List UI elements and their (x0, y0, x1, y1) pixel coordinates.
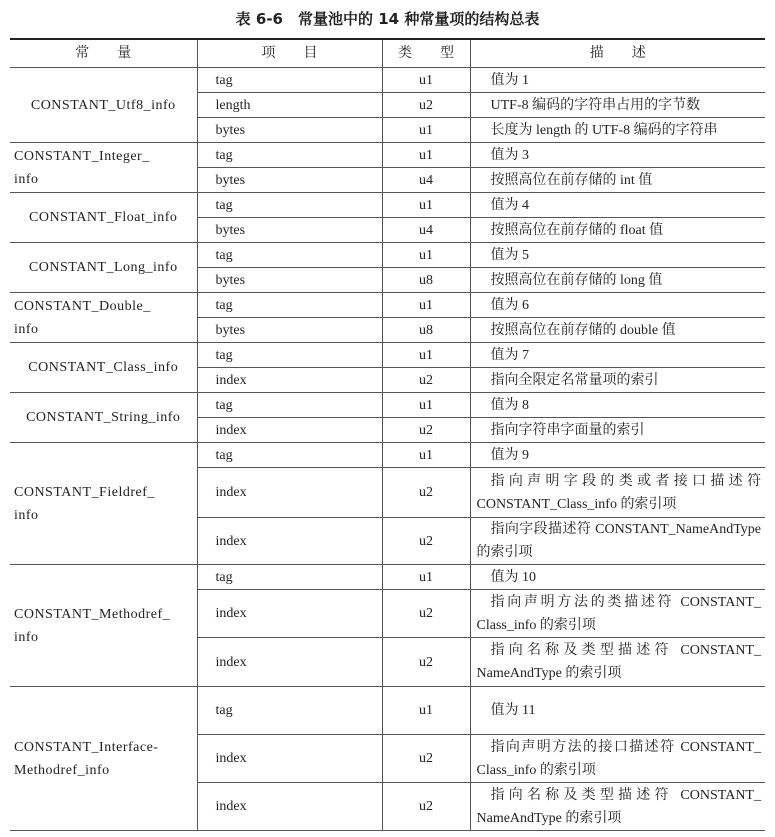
cell-type: u1 (382, 293, 470, 318)
cell-item: tag (197, 393, 382, 418)
table-row (10, 687, 765, 735)
cell-type: u1 (382, 687, 470, 735)
cell-type: u2 (382, 93, 470, 118)
header-description: 描 述 (470, 39, 765, 68)
cell-type: u2 (382, 590, 470, 638)
constant-name: CONSTANT_Methodref_ info (10, 565, 197, 687)
table-row (10, 293, 765, 318)
cell-type: u1 (382, 118, 470, 143)
cell-item: index (197, 590, 382, 638)
cell-desc: 值为 4 (470, 193, 765, 218)
cell-desc: 值为 3 (470, 143, 765, 168)
cell-desc: 值为 9 (470, 443, 765, 468)
cell-desc: 值为 10 (470, 565, 765, 590)
cell-item: tag (197, 243, 382, 268)
cell-desc: 值为 7 (470, 343, 765, 368)
cell-type: u1 (382, 243, 470, 268)
cell-item: tag (197, 193, 382, 218)
cell-type: u4 (382, 218, 470, 243)
cell-desc: 指向字符串字面量的索引 (470, 418, 765, 443)
constant-name: CONSTANT_Double_ info (10, 293, 197, 343)
cell-item: tag (197, 687, 382, 735)
cell-desc: 按照高位在前存储的 long 值 (470, 268, 765, 293)
cell-item: bytes (197, 218, 382, 243)
header-type: 类 型 (382, 39, 470, 68)
header-item: 项 目 (197, 39, 382, 68)
table-row (10, 68, 765, 93)
constant-name: CONSTANT_Class_info (10, 343, 197, 393)
cell-item: tag (197, 443, 382, 468)
cell-desc: 值为 1 (470, 68, 765, 93)
cell-type: u1 (382, 193, 470, 218)
cell-desc: UTF-8 编码的字符串占用的字节数 (470, 93, 765, 118)
cell-item: index (197, 468, 382, 518)
constant-name: CONSTANT_Float_info (10, 193, 197, 243)
constant-name: CONSTANT_Interface- Methodref_info (10, 687, 197, 831)
cell-type: u2 (382, 418, 470, 443)
cell-type: u2 (382, 518, 470, 565)
cell-item: index (197, 638, 382, 687)
constant-name: CONSTANT_Fieldref_ info (10, 443, 197, 565)
cell-desc: 指向声明字段的类或者接口描述符 CONSTANT_Class_info 的索引项 (470, 468, 765, 518)
table-row (10, 193, 765, 218)
cell-desc: 按照高位在前存储的 double 值 (470, 318, 765, 343)
cell-item: tag (197, 68, 382, 93)
cell-type: u1 (382, 68, 470, 93)
cell-desc: 指向声明方法的接口描述符 CONSTANT_ Class_info 的索引项 (470, 735, 765, 783)
cell-type: u2 (382, 368, 470, 393)
cell-desc: 指向字段描述符 CONSTANT_NameAndType 的索引项 (470, 518, 765, 565)
cell-desc: 值为 11 (470, 687, 765, 735)
cell-item: index (197, 783, 382, 831)
cell-type: u1 (382, 393, 470, 418)
cell-desc: 按照高位在前存储的 float 值 (470, 218, 765, 243)
cell-desc: 值为 6 (470, 293, 765, 318)
cell-type: u1 (382, 565, 470, 590)
cell-type: u1 (382, 443, 470, 468)
cell-item: index (197, 368, 382, 393)
cell-desc: 指向名称及类型描述符 CONSTANT_ NameAndType 的索引项 (470, 638, 765, 687)
cell-desc: 指向名称及类型描述符 CONSTANT_ NameAndType 的索引项 (470, 783, 765, 831)
header-row (10, 39, 765, 68)
cell-desc: 值为 8 (470, 393, 765, 418)
constant-pool-table (10, 38, 765, 831)
table-row (10, 243, 765, 268)
cell-type: u2 (382, 638, 470, 687)
constant-name: CONSTANT_Integer_ info (10, 143, 197, 193)
cell-type: u2 (382, 468, 470, 518)
table-row (10, 443, 765, 468)
cell-type: u1 (382, 143, 470, 168)
table-row (10, 565, 765, 590)
table-row (10, 143, 765, 168)
header-constant: 常 量 (10, 39, 197, 68)
table-title: 表 6-6 常量池中的 14 种常量项的结构总表 (235, 10, 540, 28)
cell-item: tag (197, 143, 382, 168)
cell-item: length (197, 93, 382, 118)
cell-desc: 长度为 length 的 UTF-8 编码的字符串 (470, 118, 765, 143)
cell-item: bytes (197, 168, 382, 193)
cell-item: tag (197, 343, 382, 368)
constant-name: CONSTANT_Long_info (10, 243, 197, 293)
cell-desc: 按照高位在前存储的 int 值 (470, 168, 765, 193)
cell-type: u8 (382, 318, 470, 343)
cell-desc: 指向声明方法的类描述符 CONSTANT_ Class_info 的索引项 (470, 590, 765, 638)
cell-item: index (197, 518, 382, 565)
cell-item: index (197, 735, 382, 783)
cell-item: index (197, 418, 382, 443)
cell-item: bytes (197, 118, 382, 143)
table-row (10, 343, 765, 368)
cell-type: u8 (382, 268, 470, 293)
constant-name: CONSTANT_Utf8_info (10, 68, 197, 143)
cell-item: tag (197, 565, 382, 590)
cell-item: bytes (197, 268, 382, 293)
cell-item: tag (197, 293, 382, 318)
cell-desc: 值为 5 (470, 243, 765, 268)
cell-type: u4 (382, 168, 470, 193)
cell-type: u2 (382, 735, 470, 783)
cell-desc: 指向全限定名常量项的索引 (470, 368, 765, 393)
cell-item: bytes (197, 318, 382, 343)
cell-type: u1 (382, 343, 470, 368)
constant-name: CONSTANT_String_info (10, 393, 197, 443)
table-row (10, 393, 765, 418)
cell-type: u2 (382, 783, 470, 831)
